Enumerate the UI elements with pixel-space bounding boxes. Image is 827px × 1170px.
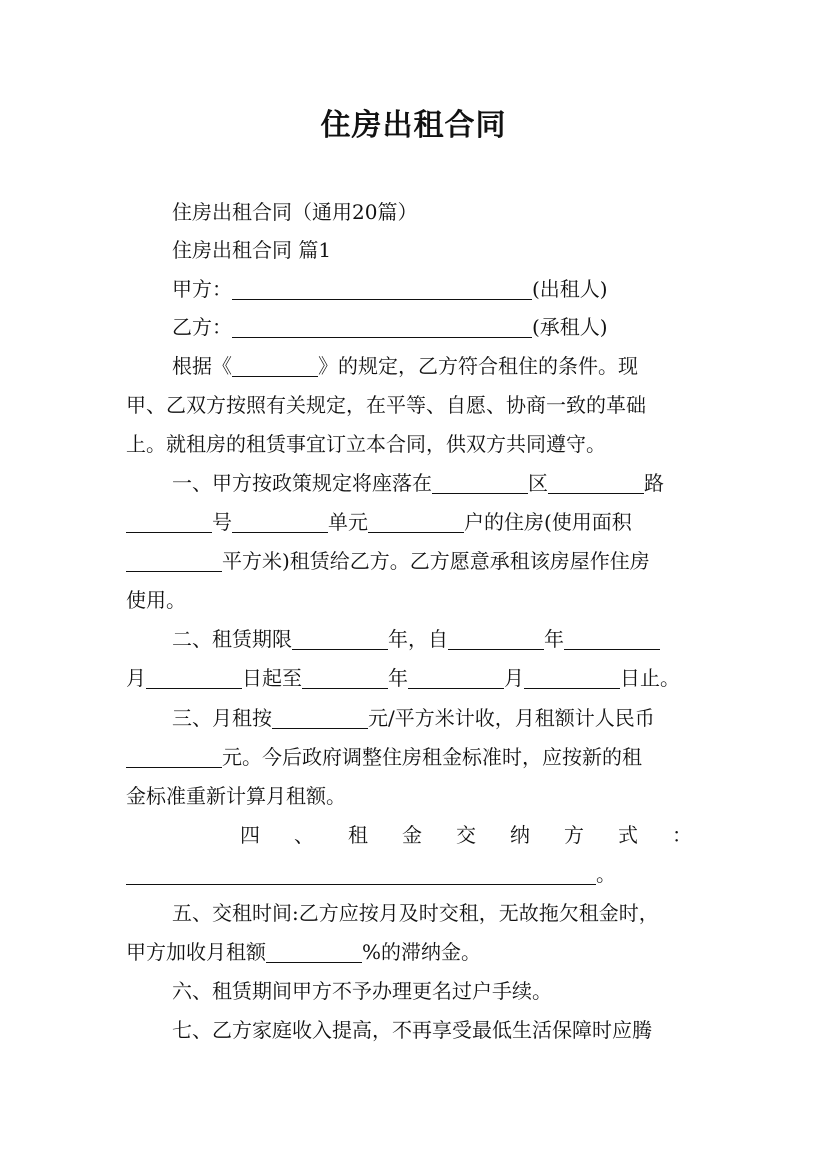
clause-text: 户的住房(使用面积 bbox=[464, 510, 632, 534]
blank-field bbox=[302, 666, 388, 689]
party-a-line bbox=[172, 275, 702, 303]
clause5-line-2 bbox=[126, 938, 702, 966]
clause2-line-2 bbox=[126, 664, 702, 692]
blank-field bbox=[146, 666, 242, 689]
clause1-line-1 bbox=[172, 469, 702, 497]
clause-char: 式 bbox=[618, 823, 638, 847]
clause-text: 元/平方米计收，月租额计人民币 bbox=[368, 706, 655, 730]
clause-char: 交 bbox=[456, 823, 476, 847]
clause3-line-1 bbox=[172, 704, 702, 732]
blank-field bbox=[408, 666, 504, 689]
blank-field bbox=[126, 745, 222, 768]
clause-char: ： bbox=[672, 823, 692, 847]
blank-field bbox=[564, 627, 660, 650]
blank-field bbox=[126, 510, 212, 533]
blank-field bbox=[524, 666, 620, 689]
clause-char: 纳 bbox=[510, 823, 530, 847]
clause6: 六、租赁期间甲方不予办理更名过户手续。 bbox=[172, 979, 552, 1003]
clause-text: 区 bbox=[528, 471, 548, 495]
blank-field bbox=[292, 627, 388, 650]
blank-field bbox=[272, 706, 368, 729]
clause3-line-2 bbox=[126, 743, 702, 771]
clause-text: 一、甲方按政策规定将座落在 bbox=[172, 471, 432, 495]
law-name-blank bbox=[232, 354, 318, 377]
blank-field bbox=[266, 940, 362, 963]
party-a-role: (出租人) bbox=[532, 277, 608, 301]
clause-text: 甲方加收月租额 bbox=[126, 940, 266, 964]
blank-field bbox=[368, 510, 464, 533]
blank-field bbox=[232, 510, 328, 533]
clause2-line-1 bbox=[172, 625, 702, 653]
party-a-blank bbox=[232, 277, 532, 300]
clause-text: 。 bbox=[596, 862, 616, 886]
clause-text: 月 bbox=[504, 666, 524, 690]
clause1-line-3 bbox=[126, 547, 702, 575]
clause-text: 二、租赁期限 bbox=[172, 627, 292, 651]
clause-text: 年，自 bbox=[388, 627, 448, 651]
preamble-line-2: 甲、乙双方按照有关规定，在平等、自愿、协商一致的革础 bbox=[126, 393, 646, 417]
clause-text: 日起至 bbox=[242, 666, 302, 690]
blank-field bbox=[548, 471, 644, 494]
party-b-label: 乙方： bbox=[172, 315, 232, 339]
blank-field bbox=[126, 549, 222, 572]
clause4-line-2 bbox=[126, 860, 702, 888]
clause-text: 平方米)租赁给乙方。乙方愿意承租该房屋作住房 bbox=[222, 549, 650, 573]
clause7: 七、乙方家庭收入提高，不再享受最低生活保障时应腾 bbox=[172, 1018, 652, 1042]
party-b-role: (承租人) bbox=[532, 315, 608, 339]
clause-text: 号 bbox=[212, 510, 232, 534]
clause-char: 租 bbox=[348, 823, 368, 847]
clause-text: 年 bbox=[388, 666, 408, 690]
clause-text: 日止。 bbox=[620, 666, 680, 690]
preamble-line-3: 上。就租房的租赁事宜订立本合同，供双方共同遵守。 bbox=[126, 432, 606, 456]
document-title: 住房出租合同 bbox=[320, 108, 507, 143]
clause-char: 、 bbox=[294, 823, 314, 847]
clause-char: 方 bbox=[564, 823, 584, 847]
clause5-line-1: 五、交租时间:乙方应按月及时交租，无故拖欠租金时， bbox=[172, 901, 659, 925]
section-heading: 住房出租合同 篇1 bbox=[172, 238, 332, 262]
payment-method-blank bbox=[126, 862, 596, 885]
clause-text: 路 bbox=[644, 471, 664, 495]
clause-text: 元。今后政府调整住房租金标准时，应按新的租 bbox=[222, 745, 642, 769]
clause1-line-4: 使用。 bbox=[126, 588, 186, 612]
party-b-blank bbox=[232, 315, 532, 338]
clause-text: %的滞纳金。 bbox=[362, 940, 482, 964]
clause-char: 金 bbox=[402, 823, 422, 847]
party-a-label: 甲方： bbox=[172, 277, 232, 301]
preamble-line-1 bbox=[172, 352, 702, 380]
blank-field bbox=[448, 627, 544, 650]
clause-text: 单元 bbox=[328, 510, 368, 534]
preamble-text: 根据《 bbox=[172, 354, 232, 378]
blank-field bbox=[432, 471, 528, 494]
party-b-line bbox=[172, 313, 702, 341]
clause3-line-3: 金标准重新计算月租额。 bbox=[126, 784, 346, 808]
subtitle: 住房出租合同（通用20篇） bbox=[172, 200, 418, 224]
preamble-text: 》的规定，乙方符合租住的条件。现 bbox=[318, 354, 638, 378]
clause-text: 年 bbox=[544, 627, 564, 651]
clause4-heading bbox=[240, 821, 692, 849]
clause1-line-2 bbox=[126, 508, 702, 536]
clause-char: 四 bbox=[240, 823, 260, 847]
clause-text: 三、月租按 bbox=[172, 706, 272, 730]
clause-text: 月 bbox=[126, 666, 146, 690]
